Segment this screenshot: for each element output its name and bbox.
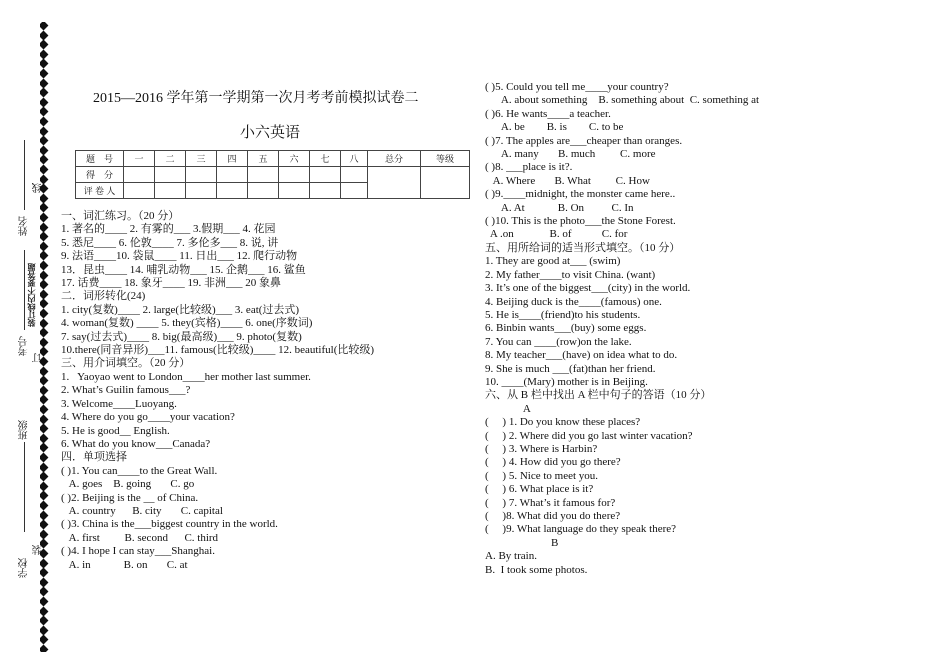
row-label-grader: 评 卷 人: [76, 183, 124, 199]
right-column-line: 10. ____(Mary) mother is in Beijing.: [485, 375, 648, 388]
col-grade: 等级: [421, 151, 470, 167]
diamond-mark: [40, 337, 48, 347]
grader-cell[interactable]: [310, 183, 341, 199]
diamond-mark: [40, 78, 48, 88]
class-line: [24, 442, 25, 532]
diamond-mark: [40, 97, 48, 107]
no-answer-notice: 装订线内不要答题: [27, 263, 36, 327]
diamond-mark: [40, 443, 48, 453]
right-column-line: 5. He is____(friend)to his students.: [485, 308, 641, 321]
left-column-line: 3. Welcome____Luoyang.: [61, 397, 177, 410]
score-cell[interactable]: [279, 167, 310, 183]
grader-cell[interactable]: [186, 183, 217, 199]
school-label: 学校: [19, 558, 30, 578]
diamond-mark: [40, 395, 48, 405]
right-column-line: ( )7. The apples are___cheaper than oranges.: [485, 134, 683, 147]
diamond-mark: [40, 126, 48, 136]
diamond-mark: [40, 232, 48, 242]
col-4: 四: [217, 151, 248, 167]
right-column-line: A: [485, 402, 531, 415]
diamond-mark: [40, 606, 48, 616]
binding-diamond-border: [40, 22, 50, 652]
diamond-mark: [40, 577, 48, 587]
score-cell[interactable]: [124, 167, 155, 183]
score-cell[interactable]: [186, 167, 217, 183]
diamond-mark: [40, 635, 48, 645]
diamond-mark: [40, 472, 48, 482]
right-column-line: ( )9. What language do they speak there?: [485, 523, 677, 536]
left-column-line: 4. woman(复数) ____ 5. they(宾格)____ 6. one(序数词): [61, 317, 313, 330]
right-column-line: 1. They are good at___ (swim): [485, 255, 621, 268]
right-column-line: 7. You can ____(row)on the lake.: [485, 335, 632, 348]
diamond-mark: [40, 405, 48, 415]
diamond-mark: [40, 203, 48, 213]
right-column-line: 4. Beijing duck is the____(famous) one.: [485, 295, 662, 308]
right-column-line: B. I took some photos.: [485, 563, 588, 576]
score-cell[interactable]: [217, 167, 248, 183]
page-subtitle: 小六英语: [240, 125, 301, 141]
right-column-line: ( ) 5. Nice to meet you.: [485, 469, 599, 482]
exam-no-line: [24, 250, 25, 330]
seal-label: 装: [33, 545, 44, 555]
diamond-mark: [40, 424, 48, 434]
page-title: 2015—2016 学年第一学期第一次月考考前模拟试卷二: [93, 91, 419, 106]
right-column-line: ( ) 3. Where is Harbin?: [485, 442, 598, 455]
name-line: [24, 140, 25, 210]
row-label-score: 得 分: [76, 167, 124, 183]
diamond-mark: [40, 587, 48, 597]
diamond-mark: [40, 453, 48, 463]
left-column-line: A. country B. city C. capital: [61, 504, 223, 517]
diamond-mark: [40, 251, 48, 261]
diamond-mark: [40, 491, 48, 501]
grader-cell[interactable]: [341, 183, 368, 199]
diamond-mark: [40, 597, 48, 607]
diamond-mark: [40, 280, 48, 290]
diamond-mark: [40, 328, 48, 338]
diamond-mark: [40, 462, 48, 472]
diamond-mark: [40, 625, 48, 635]
left-column-line: ( )1. You can____to the Great Wall.: [61, 464, 218, 477]
score-cell[interactable]: [310, 167, 341, 183]
right-column-line: 六、从 B 栏中找出 A 栏中句子的答语（10 分）: [485, 389, 712, 402]
diamond-mark: [40, 145, 48, 155]
binding-label: 订: [33, 353, 44, 363]
left-column-line: 三、用介词填空。（20 分）: [61, 357, 191, 370]
score-table-header-row: [76, 151, 470, 167]
diamond-mark: [40, 616, 48, 626]
left-column-questions: [61, 210, 374, 572]
grader-cell[interactable]: [217, 183, 248, 199]
left-column-line: 4. Where do you go____your vacation?: [61, 411, 235, 424]
right-column-line: ( )8. ___place is it?.: [485, 161, 573, 174]
right-column-line: A. about something B. something about C. something at: [485, 94, 760, 107]
exam-no-label: 考号: [19, 336, 30, 356]
diamond-mark: [40, 376, 48, 386]
diamond-mark: [40, 22, 48, 30]
right-column-line: 8. My teacher___(have) on idea what to do.: [485, 349, 678, 362]
right-column-line: A. many B. much C. more: [485, 148, 656, 161]
right-column-questions: [485, 81, 759, 577]
left-column-line: A. first B. second C. third: [61, 531, 219, 544]
name-label: 姓名: [19, 216, 30, 236]
right-column-line: ( )8. What did you do there?: [485, 510, 621, 522]
right-column-line: 6. Binbin wants___(buy) some eggs.: [485, 322, 647, 335]
line-label: 线: [33, 183, 44, 193]
diamond-mark: [40, 136, 48, 146]
diamond-mark: [40, 165, 48, 175]
col-6: 六: [279, 151, 310, 167]
diamond-mark: [40, 299, 48, 309]
diamond-mark: [40, 107, 48, 117]
grader-cell[interactable]: [279, 183, 310, 199]
left-column-line: 四．单项选择: [61, 451, 127, 464]
score-cell[interactable]: [341, 167, 368, 183]
right-column-line: ( ) 6. What place is it?: [485, 483, 594, 496]
left-column-line: 9. 法语____10. 袋鼠____ 11. 日出___ 12. 爬行动物: [61, 250, 298, 263]
diamond-mark: [40, 433, 48, 443]
diamond-mark: [40, 289, 48, 299]
left-column-line: 一、词汇练习。（20 分）: [61, 210, 180, 222]
left-column-line: ( )3. China is the___biggest country in the world.: [61, 518, 278, 531]
diamond-mark: [40, 309, 48, 319]
left-column-line: 6. What do you know___Canada?: [61, 437, 211, 450]
diamond-mark: [40, 222, 48, 232]
left-column-line: A. goes B. going C. go: [61, 478, 195, 491]
diamond-mark: [40, 117, 48, 127]
diamond-mark: [40, 270, 48, 280]
right-column-line: 2. My father____to visit China. (want): [485, 268, 656, 281]
right-column-line: A. be B. is C. to be: [485, 121, 624, 134]
diamond-mark: [40, 385, 48, 395]
diamond-mark: [40, 318, 48, 328]
col-3: 三: [186, 151, 217, 167]
diamond-mark: [40, 49, 48, 59]
diamond-mark: [40, 213, 48, 223]
left-column-line: A. in B. on C. at: [61, 558, 188, 571]
diamond-mark: [40, 529, 48, 539]
right-column-line: ( ) 7. What’s it famous for?: [485, 496, 616, 509]
left-column-line: ( )4. I hope I can stay___Shanghai.: [61, 545, 215, 558]
total-score-cell[interactable]: [368, 167, 421, 199]
right-column-line: ( ) 4. How did you go there?: [485, 456, 621, 469]
diamond-mark: [40, 193, 48, 203]
left-column-line: 7. say(过去式)____ 8. big(最高级)___ 9. photo(复数): [61, 330, 302, 343]
right-column-line: A. Where B. What C. How: [485, 174, 650, 187]
col-2: 二: [155, 151, 186, 167]
col-7: 七: [310, 151, 341, 167]
col-1: 一: [124, 151, 155, 167]
left-column-line: ( )2. Beijing is the __ of China.: [61, 491, 199, 504]
diamond-mark: [40, 88, 48, 98]
grader-cell[interactable]: [248, 183, 279, 199]
diamond-mark: [40, 520, 48, 530]
right-column-line: ( ) 2. Where did you go last winter vacation?: [485, 429, 693, 442]
score-table-score-row: [76, 167, 470, 183]
col-total: 总分: [368, 151, 421, 167]
right-column-line: ( )9.____midnight, the monster came here..: [485, 188, 676, 201]
diamond-mark: [40, 510, 48, 520]
left-column-line: 1. 著名的____ 2. 有雾的___ 3.假期___ 4. 花园: [61, 223, 276, 236]
right-column-line: B: [485, 536, 559, 549]
right-column-line: A .on B. of C. for: [485, 228, 628, 241]
left-column-line: 1. Yaoyao went to London____her mother last summer.: [61, 370, 311, 383]
right-column-line: ( )10. This is the photo___the Stone Forest.: [485, 215, 676, 228]
diamond-mark: [40, 414, 48, 424]
score-cell[interactable]: [248, 167, 279, 183]
right-column-line: ( )6. He wants____a teacher.: [485, 107, 611, 120]
right-column-line: 3. It’s one of the biggest___(city) in the world.: [485, 282, 691, 295]
diamond-mark: [40, 59, 48, 69]
col-5: 五: [248, 151, 279, 167]
left-column-line: 17. 话费____ 18. 象牙____ 19. 非洲___ 20 象鼻: [61, 277, 281, 290]
diamond-mark: [40, 481, 48, 491]
diamond-mark: [40, 568, 48, 578]
diamond-mark: [40, 40, 48, 50]
left-column-line: 2. What’s Guilin famous___?: [61, 384, 191, 397]
right-column-line: A. At B. On C. In: [485, 201, 634, 214]
left-column-line: 1. city(复数)____ 2. large(比较级)___ 3. eat(过去式): [61, 303, 300, 316]
diamond-mark: [40, 241, 48, 251]
score-cell[interactable]: [155, 167, 186, 183]
left-column-line: 13．昆虫____ 14. 哺乳动物___ 15. 企鹅___ 16. 鲨鱼: [61, 263, 306, 276]
left-column-line: 5. 悉尼____ 6. 伦敦____ 7. 多伦多___ 8. 说, 讲: [61, 236, 279, 249]
right-column-line: 9. She is much ___(fat)than her friend.: [485, 362, 656, 375]
right-column-line: ( )5. Could you tell me____your country?: [485, 81, 669, 93]
class-label: 班级: [19, 420, 30, 440]
diamond-mark: [40, 366, 48, 376]
diamond-mark: [40, 155, 48, 165]
diamond-mark: [40, 558, 48, 568]
left-column-line: 二．词形转化(24): [61, 290, 146, 303]
diamond-mark: [40, 645, 48, 652]
row-label-question-no: 题 号: [76, 151, 124, 167]
grader-cell[interactable]: [155, 183, 186, 199]
grade-cell[interactable]: [421, 167, 470, 199]
left-column-line: 10.there(同音异形)___11. famous(比较级)____ 12. beautiful(比较级): [61, 344, 375, 357]
right-column-line: A. By train.: [485, 550, 537, 563]
right-column-line: ( ) 1. Do you know these places?: [485, 416, 641, 429]
grader-cell[interactable]: [124, 183, 155, 199]
diamond-mark: [40, 30, 48, 40]
score-table: [75, 150, 470, 199]
diamond-mark: [40, 69, 48, 79]
diamond-mark: [40, 501, 48, 511]
col-8: 八: [341, 151, 368, 167]
right-column-line: 五、用所给词的适当形式填空。（10 分）: [485, 241, 681, 254]
left-column-line: 5. He is good__ English.: [61, 424, 170, 437]
diamond-mark: [40, 261, 48, 271]
